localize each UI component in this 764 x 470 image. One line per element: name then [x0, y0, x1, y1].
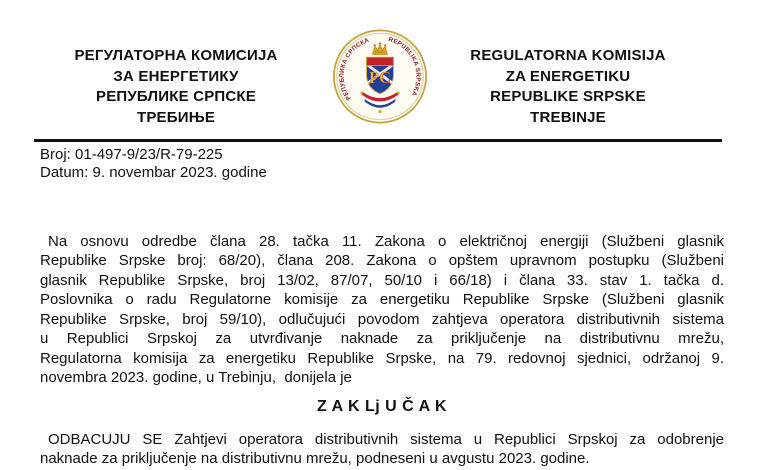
body-line: novembra 2023. godine, u Trebinju, donijela je [40, 369, 352, 386]
body-line: u Republici Srpskoj za utvrđivanje naknade za priključenje na distributivnu mrežu, [40, 330, 724, 347]
document-body [40, 232, 724, 469]
republika-srpska-emblem-icon [332, 28, 428, 125]
body-line: Republike Srpske broj: 68/20), člana 208. Zakona o opštem upravnom postupku (Službeni [40, 252, 724, 269]
letterhead-cyrillic-line: ТРЕБИЊЕ [136, 108, 216, 126]
letterhead-latin-line: TREBINJE [530, 108, 606, 126]
document-date: Datum: 9. novembar 2023. godine [40, 164, 267, 181]
seal-ring-text-latin: REPUBLIKA SRPSKA [387, 36, 422, 97]
body-line: Na osnovu odredbe člana 28. tačka 11. Zakona o električnoj energiji (Službeni glasnik [48, 232, 724, 250]
body-line: naknade za priključenje na distributivnu mrežu, podneseni u avgustu 2023. godine. [40, 450, 590, 467]
letterhead-cyrillic-line: ЗА ЕНЕРГЕТИКУ [113, 67, 239, 85]
body-line: Republike Srpske, broj 59/10), odlučujući povodom zahtjeva operatora distributivnih sistema [40, 310, 724, 328]
letterhead-latin [428, 46, 708, 128]
seal-ring-text-cyrillic: РЕПУБЛИКА СРПСКА [338, 36, 371, 102]
body-line: ODBACUJU SE Zahtjevi operatora distributivnih sistema u Republici Srpskoj za odobrenje [48, 430, 724, 448]
letterhead-cyrillic-line: РЕПУБЛИКЕ СРПСКЕ [96, 88, 256, 105]
letterhead-cyrillic-line: РЕГУЛАТОРНА КОМИСИЈА [74, 47, 278, 64]
letterhead [0, 0, 764, 128]
letterhead-latin-line: ZA ENERGETIKU [505, 67, 631, 85]
body-line: Regulatorna komisija za energetiku Republike Srpske, na 79. redovnoj sjednici, održanoj 9. [40, 349, 724, 367]
body-line: Poslovnika o radu Regulatorne komisije za energetiku Republike Srpske (Službeni glasnik [40, 291, 724, 308]
paragraph-preamble [40, 232, 724, 388]
header-divider [34, 139, 722, 142]
paragraph-decision [40, 430, 724, 469]
document-number: Broj: 01-497-9/23/R-79-225 [40, 145, 223, 163]
seal-monogram: РС [369, 68, 391, 88]
body-line: glasnik Republike Srpske, broj 13/02, 87/07, 50/10 i 66/18) i člana 33. stav 1. tačka d. [40, 271, 724, 289]
letterhead-latin-line: REGULATORNA KOMISIJA [470, 47, 666, 64]
letterhead-latin-line: REPUBLIKE SRPSKE [490, 88, 646, 105]
document-heading: Z A K Lj U Č A K [316, 397, 448, 415]
document-meta [40, 146, 724, 183]
letterhead-cyrillic [36, 46, 316, 128]
